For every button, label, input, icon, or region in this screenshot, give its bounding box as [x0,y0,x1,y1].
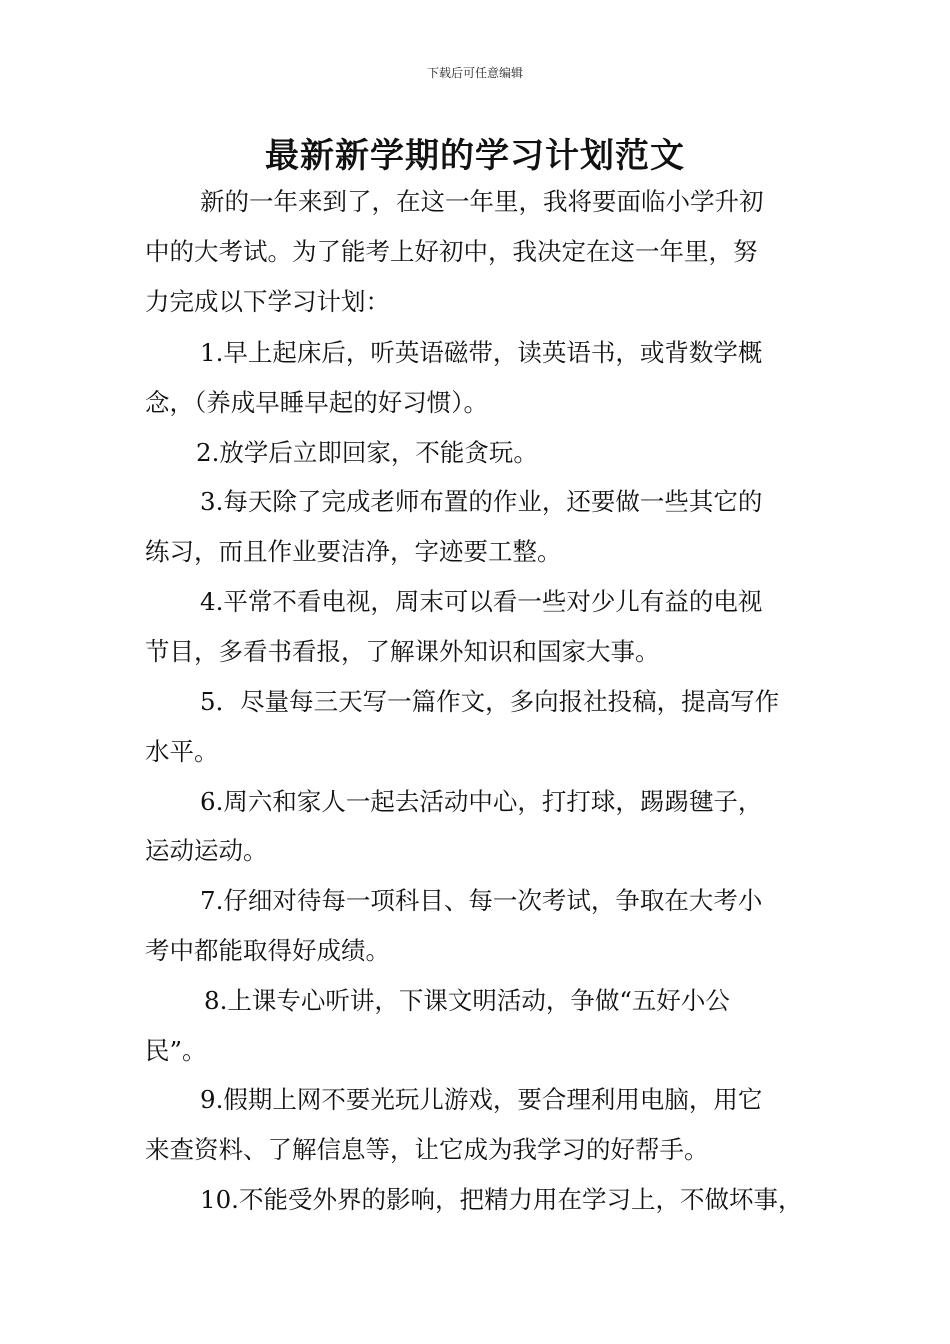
list-item-line: 9.假期上网不要光玩儿游戏，要合理利用电脑，用它 [200,1085,763,1114]
list-item-line: 考中都能取得好成绩。 [145,936,390,965]
list-item-line: 1.早上起床后，听英语磁带，读英语书，或背数学概 [200,338,763,367]
list-item-line: 5．尽量每三天写一篇作文，多向报社投稿，提高写作 [200,687,780,716]
list-item-line: 8.上课专心听讲，下课文明活动，争做“五好小公 [204,986,730,1015]
list-item-line: 运动运动。 [145,836,268,865]
list-item-line: 3.每天除了完成老师布置的作业，还要做一些其它的 [200,487,763,516]
list-item-line: 练习，而且作业要洁净，字迹要工整。 [145,537,562,566]
list-item-line: 念，（养成早睡早起的好习惯）。 [145,388,488,417]
paragraph-line: 新的一年来到了，在这一年里，我将要面临小学升初 [200,187,764,216]
list-item-line: 10.不能受外界的影响，把精力用在学习上，不做坏事， [200,1185,803,1214]
list-item-line: 4.平常不看电视，周末可以看一些对少儿有益的电视 [200,587,763,616]
list-item-line: 6.周六和家人一起去活动中心，打打球，踢踢毽子， [200,787,763,816]
list-item-line: 来查资料、了解信息等，让它成为我学习的好帮手。 [145,1135,709,1164]
list-item-line: 7.仔细对待每一项科目、每一次考试，争取在大考小 [200,886,763,915]
list-item-line: 民”。 [145,1036,207,1065]
list-item-line: 节目，多看书看报，了解课外知识和国家大事。 [145,637,660,666]
paragraph-line: 中的大考试。为了能考上好初中，我决定在这一年里，努 [145,237,758,266]
page-title: 最新新学期的学习计划范文 [265,136,685,176]
list-item-line: 2.放学后立即回家，不能贪玩。 [196,438,538,467]
header-note: 下载后可任意编辑 [426,66,523,80]
paragraph-line: 力完成以下学习计划： [145,287,390,316]
list-item-line: 水平。 [145,737,219,766]
